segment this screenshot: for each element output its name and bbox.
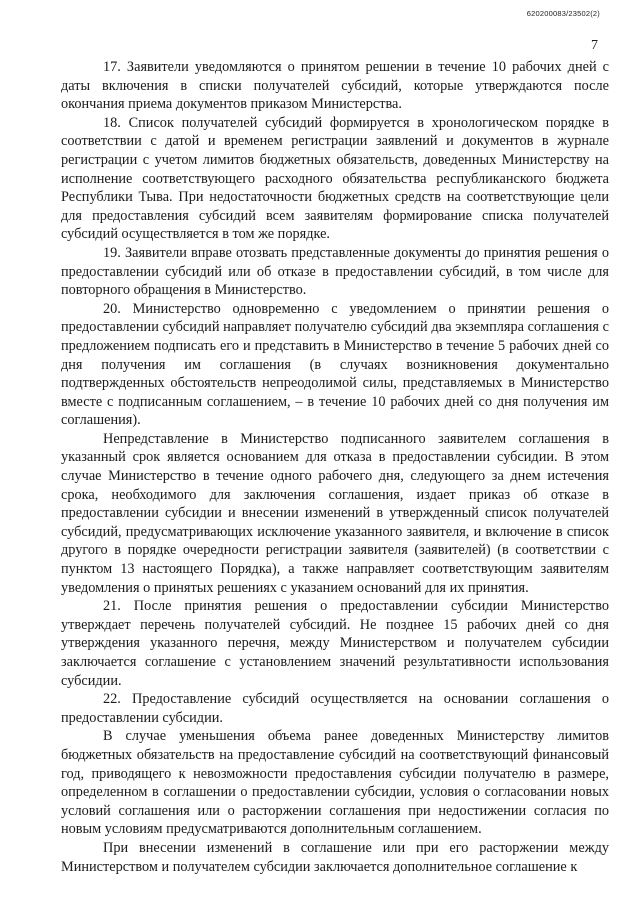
paragraph-21: 21. После принятия решения о предоставлении субсидии Министерство утверждает перечень получателей субсидий. Не позднее 15 рабочих дней со дня утверждения указанного перечня, между Министерством и получателем субсидии заключается соглашение с установлением значений результативности использования субсидии. [61,598,609,689]
paragraph-18: 18. Список получателей субсидий формируется в хронологическом порядке в соответствии с датой и временем регистрации заявлений и документов в журнале регистрации с учетом лимитов бюджетных обязательств, доведенных Министерству на исполнение соответствующего расходного обязательства республиканского бюджета Республики Тыва. При недостаточности бюджетных средств на соответствующие цели для предоставления субсидий всем заявителям формирование списка получателей субсидий осуществляется в том же порядке. [61,114,609,243]
paragraph-22-reduction: В случае уменьшения объема ранее доведенных Министерству лимитов бюджетных обязательств на предоставление субсидий на соответствующий финансовый год, приводящего к невозможности предоставления субсидии получателю в размере, определенном в соглашении о предоставлении субсидии, условия о согласовании новых условий соглашения или о расторжении соглашения при недостижении согласия по новым условиям предусматриваются дополнительным соглашением. [61,728,609,838]
paragraph-20-continued: Непредставление в Министерство подписанного заявителем соглашения в указанный срок является основанием для отказа в предоставлении субсидии. В этом случае Министерство в течение одного рабочего дня, следующего за днем истечения срока, необходимого для заключения соглашения, издает приказ об отказе в предоставлении субсидии и внесении изменений в утвержденный список получателей субсидий, предусматривающих исключение указанного заявителя, и включение в список другого в порядке очередности регистрации заявителя (заявителей) (в соответствии с пунктом 13 настоящего Порядка), а также направляет соответствующим заявителям уведомления о принятых решениях с указанием оснований для их принятия. [61,430,609,596]
document-body [61,58,609,876]
page-number: 7 [591,38,598,53]
paragraph-22: 22. Предоставление субсидий осуществляется на основании соглашения о предоставлении субсидии. [61,691,609,726]
paragraph-19: 19. Заявители вправе отозвать представленные документы до принятия решения о предоставлении субсидий или об отказе в предоставлении субсидий, в том числе для повторного обращения в Министерство. [61,244,609,299]
paragraph-17: 17. Заявители уведомляются о принятом решении в течение 10 рабочих дней с даты включения в списки получателей субсидий, которые утверждаются после окончания приема документов приказом Министерства. [61,59,609,113]
paragraph-22-amendment: При внесении изменений в соглашение или при его расторжении между Министерством и получателем субсидии заключается дополнительное соглашение к [61,839,609,875]
document-code: 620200083/23502(2) [526,9,600,18]
paragraph-20: 20. Министерство одновременно с уведомлением о принятии решения о предоставлении субсидий направляет получателю субсидий два экземпляра соглашения с предложением подписать его и представить в Министерство в течение 5 рабочих дней со дня получения им соглашения (в случаях возникновения документально подтвержденных обстоятельств непреодолимой силы, представляемых в Министерство вместе с подписанным соглашением, – в течение 10 рабочих дней со дня получения им соглашения). [61,300,609,429]
